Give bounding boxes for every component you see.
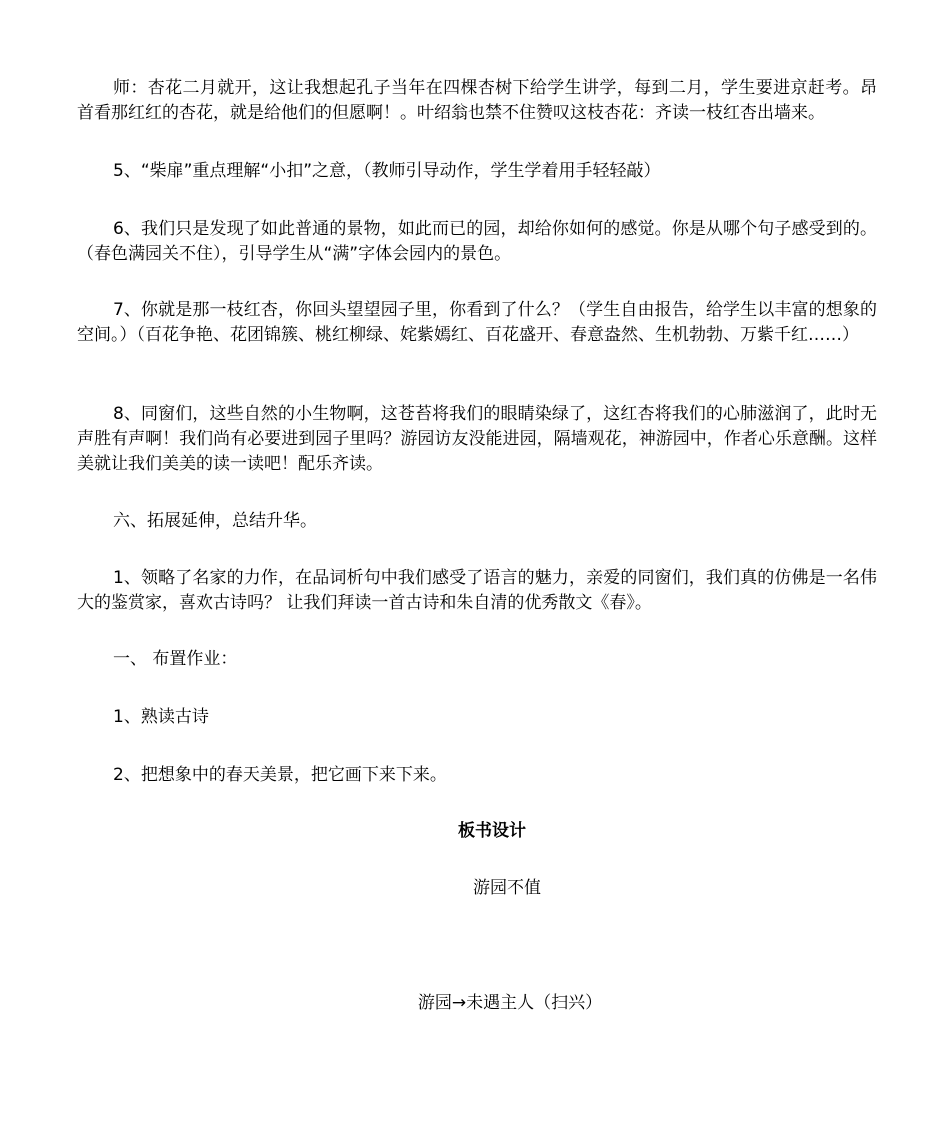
board-design-line: 游园→未遇主人（扫兴） [417,993,603,1013]
homework-item-1: 1、熟读古诗 [113,707,209,727]
board-design-heading: 板书设计 [458,821,526,841]
paragraph-teacher-intro: 师：杏花二月就开，这让我想起孔子当年在四棵杏树下给学生讲学，每到二月，学生要进京赶考。昂首看那红红的杏花，就是给他们的但愿啊！。叶绍翁也禁不住赞叹这枝杏花：齐读一枝红杏出墙来。 [77,78,877,123]
paragraph-item-7: 7、你就是那一枝红杏，你回头望望园子里，你看到了什么？（学生自由报告，给学生以丰富的想象的空间。）（百花争艳、花团锦簇、桃红柳绿、姹紫嫣红、百花盛开、春意盎然、生机勃勃、万紫千红……） [77,300,877,345]
paragraph-item-6: 6、我们只是发现了如此普通的景物，如此而已的园，却给你如何的感觉。你是从哪个句子感受到的。（春色满园关不住），引导学生从“满”字体会园内的景色。 [77,219,877,264]
paragraph-extension-1: 1、领略了名家的力作，在品词析句中我们感受了语言的魅力，亲爱的同窗们，我们真的仿佛是一名伟大的鉴赏家，喜欢古诗吗？ 让我们拜读一首古诗和朱自清的优秀散文《春》。 [77,568,877,613]
board-design-title: 游园不值 [473,878,541,898]
paragraph-item-5: 5、“柴扉”重点理解“小扣”之意，（教师引导动作，学生学着用手轻轻敲） [113,161,661,181]
paragraph-item-8: 8、同窗们，这些自然的小生物啊，这苍苔将我们的眼睛染绿了，这红杏将我们的心肺滋润了，此时无声胜有声啊！我们尚有必要进到园子里吗？游园访友没能进园，隔墙观花，神游园中，作者心乐意酬。这样美就让我们美美的读一读吧！配乐齐读。 [77,404,877,474]
section-heading-homework: 一、 布置作业： [113,649,238,669]
section-heading-extension: 六、拓展延伸，总结升华。 [113,511,317,531]
homework-item-2: 2、把想象中的春天美景，把它画下来下来。 [113,765,447,785]
